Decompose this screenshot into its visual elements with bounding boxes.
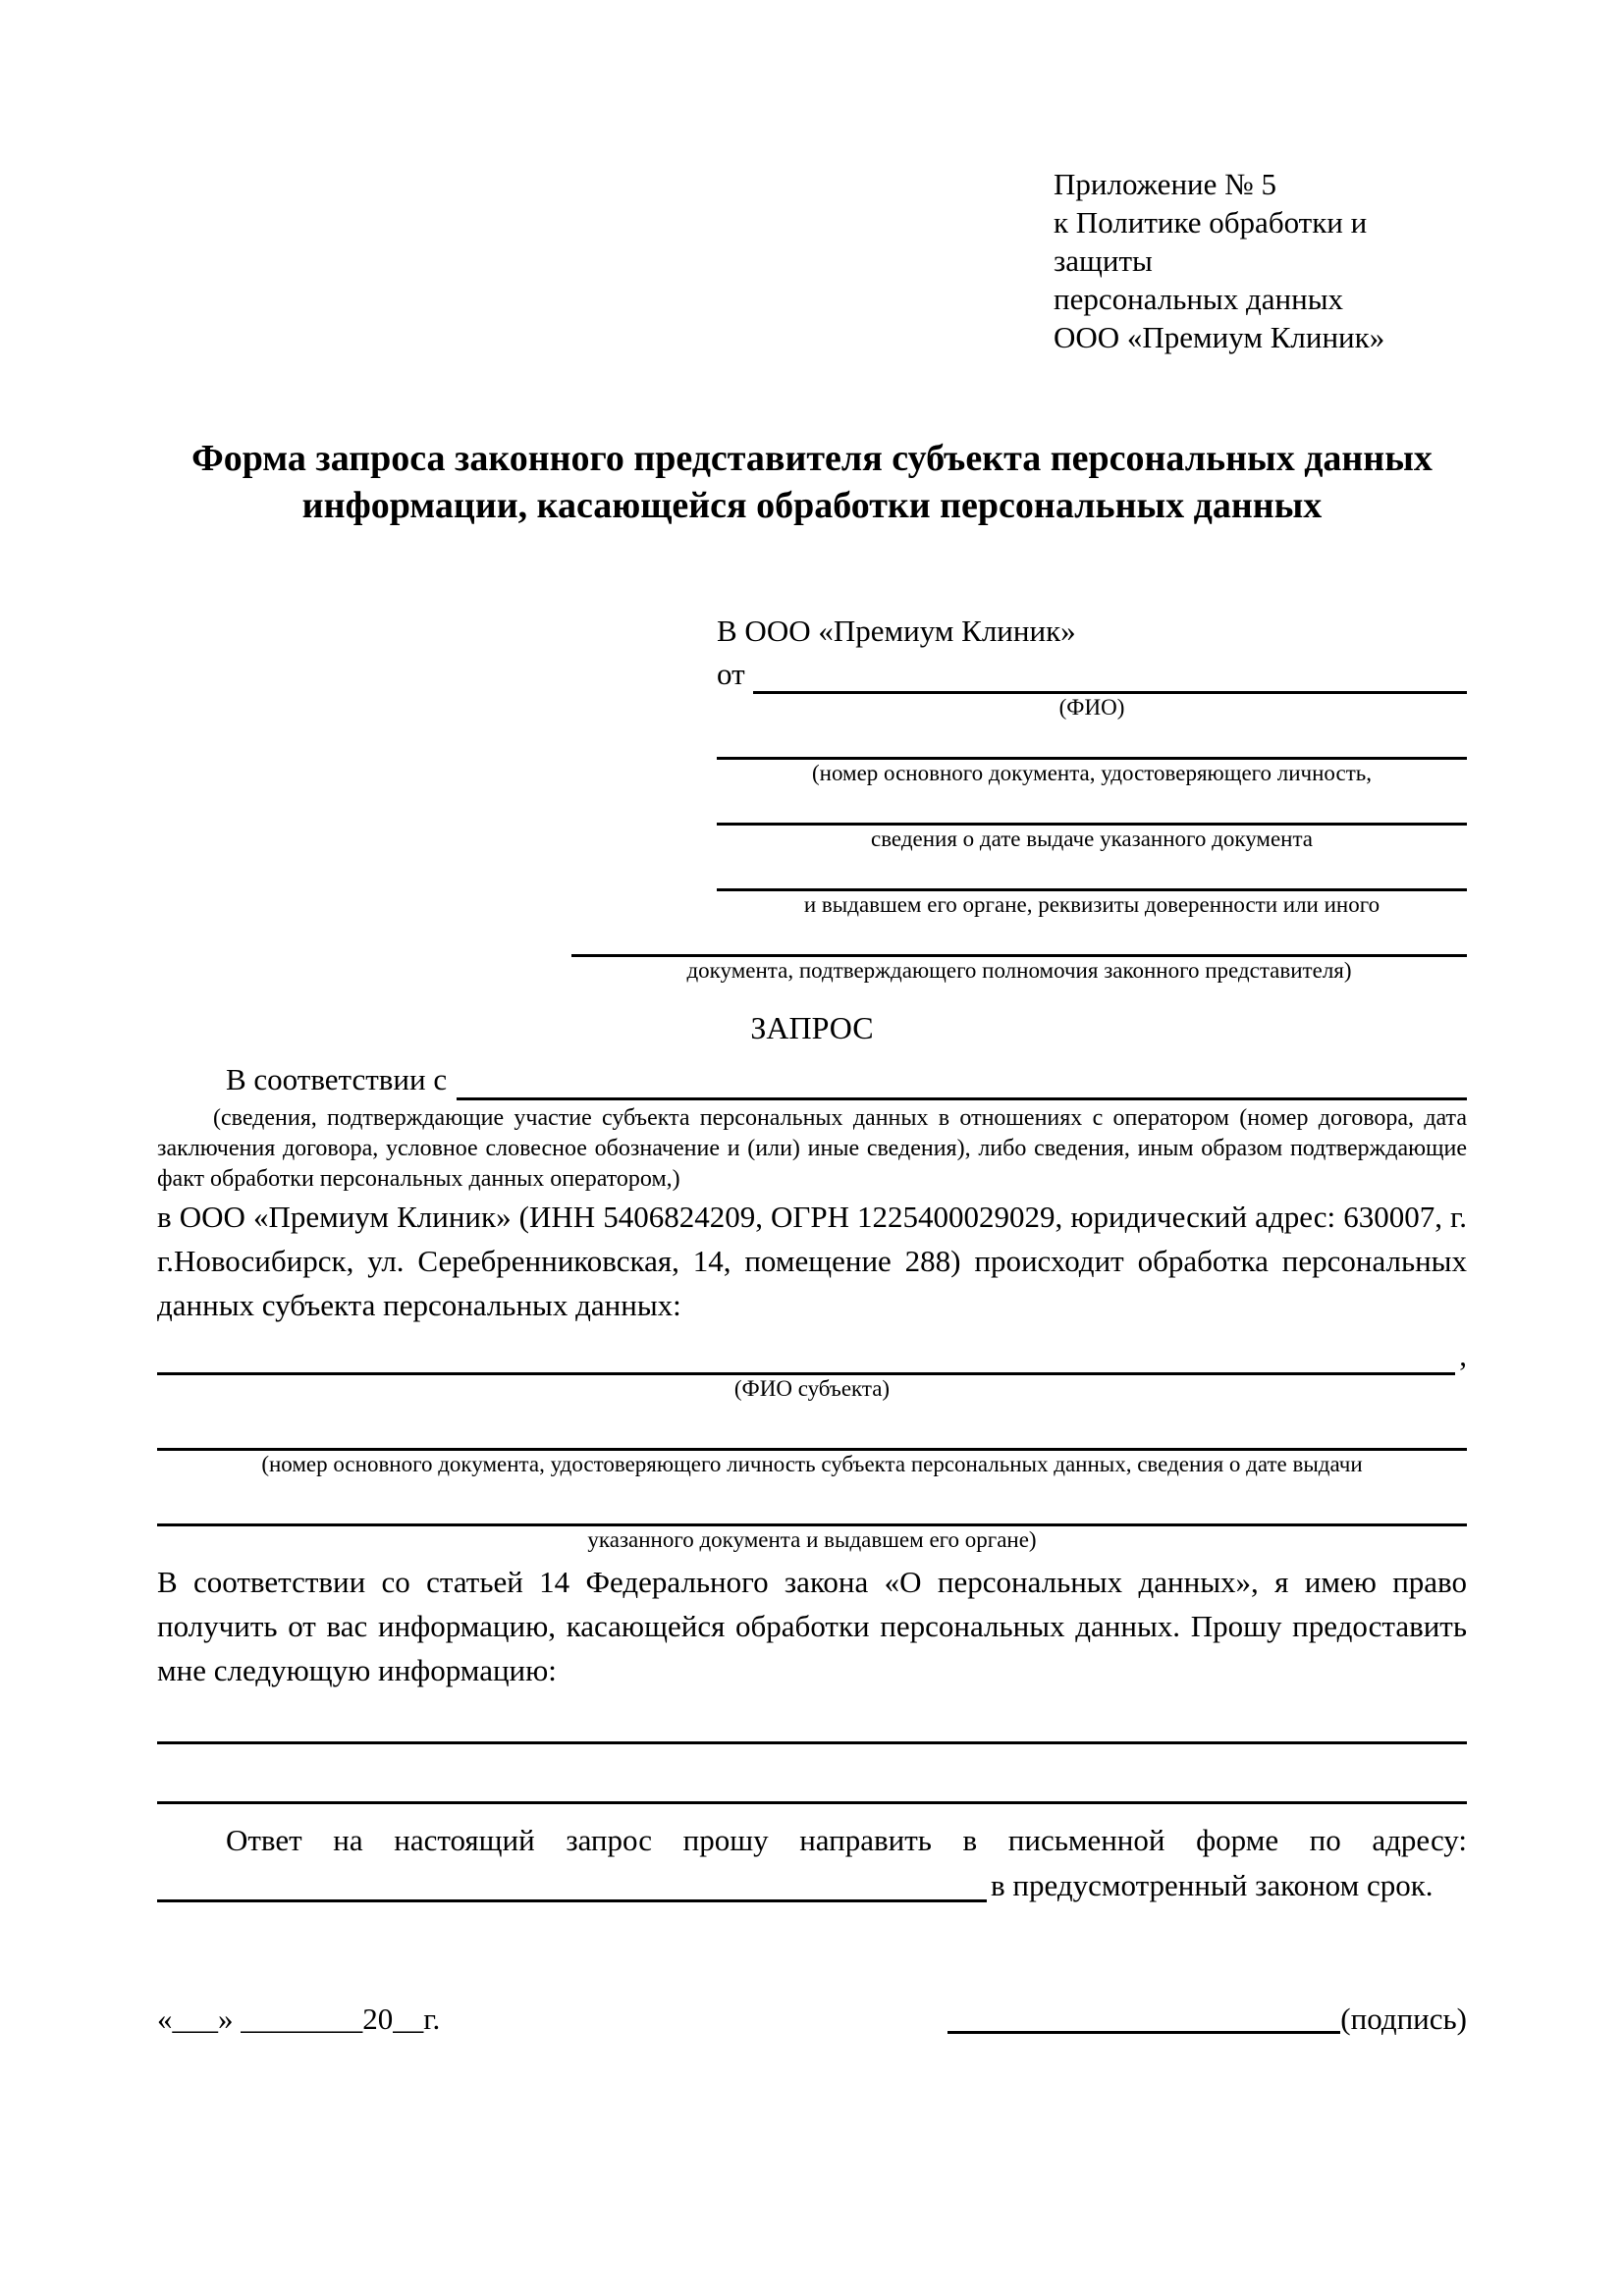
field-caption: (номер основного документа, удостоверяющего личность субъекта персональных данных, сведения о дате выдачи: [261, 1452, 1363, 1476]
reply-paragraph: Ответ на настоящий запрос прошу направить в письменной форме по адресу:: [226, 1823, 1467, 1857]
field-caption: (номер основного документа, удостоверяющего личность,: [811, 761, 1372, 785]
appendix-note: [1054, 165, 1467, 356]
appendix-note-line: к Политике обработки и защиты: [1054, 205, 1368, 278]
write-in-line: [717, 861, 1467, 891]
write-in-line: [157, 1418, 1467, 1451]
operator-paragraph: в ООО «Премиум Клиник» (ИНН 5406824209, ОГРН 1225400029029, юридический адрес: 630007, г. г.Новосибирск, ул. Серебренниковская, 14, помещение 288) происходит обработка персональных данных субъекта персональных данных:: [157, 1200, 1467, 1322]
write-in-line: [717, 729, 1467, 760]
write-in-line: [157, 1862, 987, 1902]
doc-field-block: [571, 927, 1467, 985]
signature-line: [947, 1994, 1340, 2034]
date-field: «___» ________20__г.: [157, 2002, 441, 2036]
intro-label: В соответствии с: [226, 1062, 448, 1096]
write-in-line: [157, 1333, 1455, 1375]
field-caption: документа, подтверждающего полномочия законного представителя): [686, 958, 1352, 983]
small-print-note: (сведения, подтверждающие участие субъекта персональных данных в отношениях с оператором (номер договора, дата заключения договора, условное словесное обозначение и (или) иные сведения), либо сведения, иным образом подтверждающие факт обработки персональных данных оператором,): [157, 1105, 1467, 1192]
rights-paragraph: В соответствии со статьей 14 Федерального закона «О персональных данных», я имею право получить от вас информацию, касающейся обработки персональных данных. Прошу предоставить мне следующую информацию:: [157, 1565, 1467, 1687]
write-in-line: [457, 1060, 1467, 1100]
field-caption: указанного документа и выдавшем его органе): [587, 1527, 1037, 1552]
from-row: [717, 655, 1467, 694]
subject-fio-caption: (ФИО субъекта): [733, 1376, 891, 1401]
reply-address-row: [157, 1862, 1467, 1907]
field-caption: сведения о дате выдаче указанного документа: [870, 827, 1314, 851]
signature-caption: (подпись): [1340, 2002, 1467, 2036]
trailing-comma: ,: [1459, 1338, 1467, 1372]
doc-field-block: [157, 1494, 1467, 1554]
write-in-line: [157, 1494, 1467, 1526]
fio-caption: (ФИО): [1058, 695, 1125, 720]
doc-field-block: [717, 861, 1467, 919]
doc-field-block: [717, 795, 1467, 853]
subject-fio-row: [157, 1333, 1467, 1375]
signature-field: [947, 1994, 1467, 2041]
from-label: от: [717, 657, 745, 691]
write-in-line: [157, 1741, 1467, 1744]
doc-field-block: [157, 1418, 1467, 1478]
intro-row: [157, 1059, 1467, 1100]
write-in-line: [157, 1801, 1467, 1804]
signature-row: [157, 1994, 1467, 2041]
write-in-line: [717, 795, 1467, 826]
reply-tail: в предусмотренный законом срок.: [991, 1868, 1434, 1902]
addressee-block: [686, 612, 1467, 985]
appendix-note-line: персональных данных: [1054, 282, 1344, 316]
page-title: Форма запроса законного представителя субъекта персональных данных информации, касающейся обработки персональных данных: [191, 438, 1433, 526]
field-caption: и выдавшем его органе, реквизиты доверенности или иного: [803, 892, 1380, 917]
from-fill-line: [753, 656, 1467, 694]
appendix-note-line: ООО «Премиум Клиник»: [1054, 320, 1385, 354]
doc-field-block: [717, 729, 1467, 787]
addressee-to: В ООО «Премиум Клиник»: [717, 614, 1076, 648]
request-heading: ЗАПРОС: [750, 1010, 874, 1045]
write-in-line: [571, 927, 1467, 957]
appendix-note-line: Приложение № 5: [1054, 167, 1276, 201]
